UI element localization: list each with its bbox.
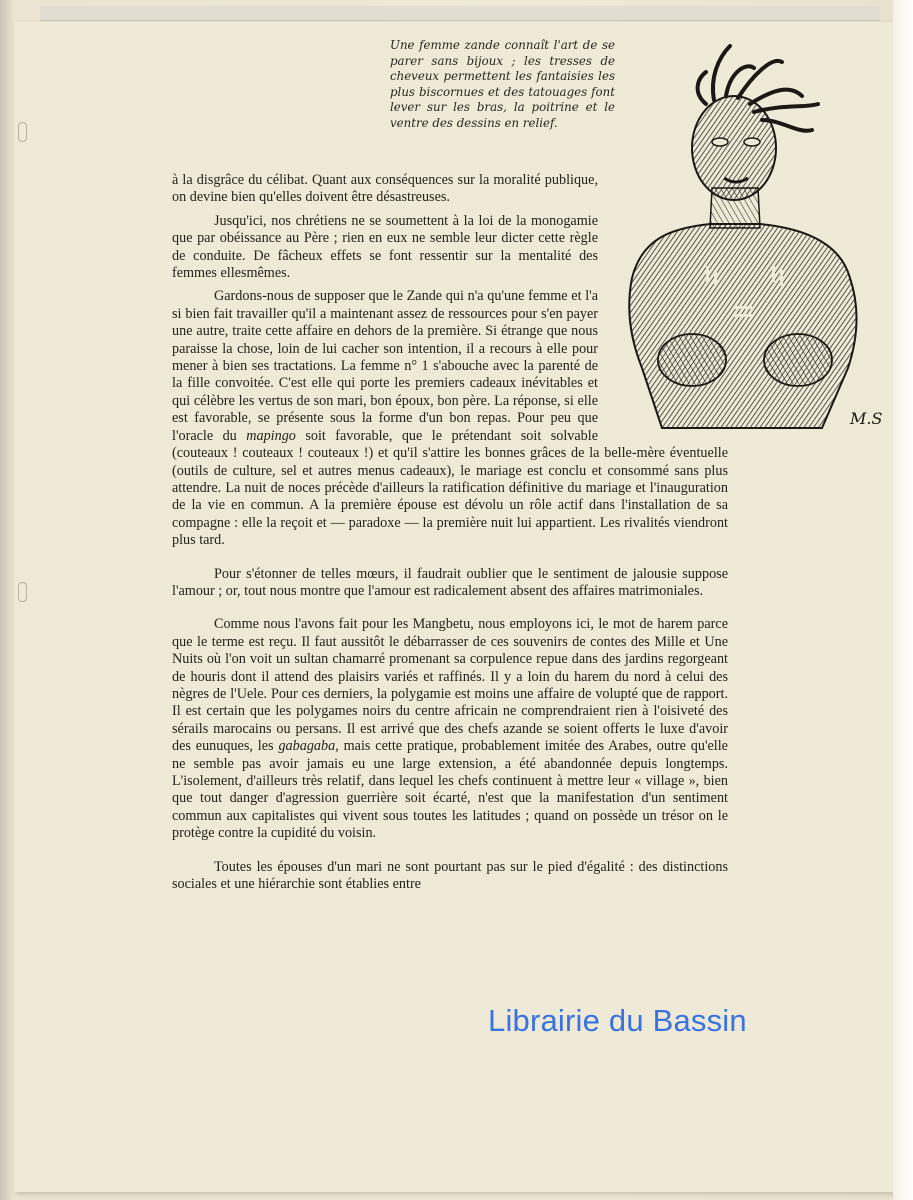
binding-mark [18,122,27,142]
paragraph: Pour s'étonner de telles mœurs, il faudrait oublier que le sentiment de jalousie suppose l'amour ; or, tout nous montre que l'amour est radicalement absent des affaires matrimoniales. [172,565,728,599]
paragraph: Gardons-nous de supposer que le Zande qui n'a qu'une femme et l'a si bien fait travailler qu'il a maintenant assez de ressources pour s'en payer une autre, traite cette affaire en dehors de la première. Si étrange que nous paraisse la chose, loin de lui cacher son intention, il a recours à elle pour mener à bien ses tractations. La femme n° 1 s'abouche avec la parenté de la fille convoitée. C'est elle qui porte les premiers cadeaux inévitables et qui célèbre les vertus de son mari, bon époux, bon père. La réponse, si elle est favorable, se présente sous la forme d'un bon repas. Pour peu que l'oracle du mapingo soit favorable, que le prétendant soit solvable (couteaux ! couteaux ! couteaux !) et qu'il s'attire les bonnes grâces de la belle-mère éventuelle (outils de culture, sel et autres menus cadeaux), le mariage est conclu et consommé sans plus attendre. La nuit de noces précède d'ailleurs la ratification définitive du mariage et l'inauguration de la vie en commun. A la première épouse est dévolu un rôle actif dans l'installation de sa compagne : elle la reçoit et — paradoxe — la première nuit lui appartient. Les rivalités viendront plus tard. [172,288,728,549]
binding-mark [18,582,27,602]
paragraph: Comme nous l'avons fait pour les Mangbetu, nous employons ici, le mot de harem parce que le terme est reçu. Il faut aussitôt le débarrasser de ces souvenirs de contes des Mille et Une Nuits où l'on voit un sultan chamarré promenant sa corpulence repue dans des jardins regorgeant de houris dont il attend des plaisirs variés et raffinés. Il y a loin du harem du nord à celui des nègres de l'Uele. Pour ces derniers, la polygamie est moins une affaire de volupté que de rapport. Il est certain que les polygames noirs du centre africain ne comprendraient rien à l'oisiveté des sérails marocains ou persans. Il est arrivé que des chefs azande se soient offerts le luxe d'avoir des eunuques, les gabagaba, mais cette pratique, probablement imitée des Arabes, outre qu'elle ne semble pas avoir jamais eu une large extension, a été abandonnée depuis longtemps. L'isolement, d'ailleurs très relatif, dans lequel les chefs continuent à mettre leur « village », bien que tout danger d'agression guerrière soit écarté, n'est que la manifestation d'un sentiment commun aux capitalistes qui vivent sous toutes les latitudes ; quand on possède un trésor on le protège contre la cupidité du voisin. [172,616,728,842]
scanner-top-strip [40,6,880,21]
paragraph: Jusqu'ici, nos chrétiens ne se soumettent à la loi de la monogamie que par obéissance au Père ; rien en eux ne semble leur dicter cette règle de conduite. De fâcheux effets se font ressentir sur la mentalité des femmes ellesmêmes. [172,212,598,282]
paragraph: Toutes les épouses d'un mari ne sont pourtant pas sur le pied d'égalité : des distinctions sociales et une hiérarchie sont établies entre [172,858,728,893]
illustration-caption: Une femme zande connaît l'art de se parer sans bijoux ; les tresses de cheveux permettent les fantaisies les plus biscornues et des tatouages font lever sur les bras, la poitrine et le ventre des dessins en relief. [390,38,615,130]
artist-signature: M.S [850,409,883,428]
page-edge [893,0,913,1200]
paragraph: à la disgrâce du célibat. Quant aux conséquences sur la moralité publique, on devine bien qu'elles doivent être désastreuses. [172,172,598,206]
illustration-wrap-area [598,172,728,438]
article-body [172,172,728,909]
watermark-text: Librairie du Bassin [488,1003,747,1038]
